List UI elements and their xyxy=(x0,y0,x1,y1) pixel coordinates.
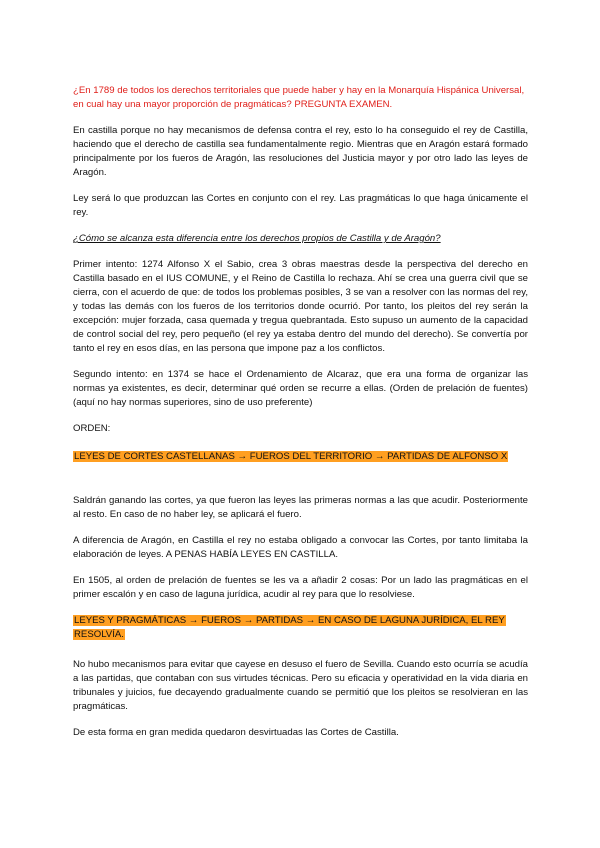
document-body xyxy=(73,84,528,752)
paragraph-primer-intento: Primer intento: 1274 Alfonso X el Sabio, crea 3 obras maestras desde la perspectiva del derecho en Castilla basado en el IUS COMUNE, y el Reino de Castilla lo rechaza. Ahí se crea una guerra civil que se cierra, con el acuerdo de que: de todos los problemas posibles, 3 se van a resolver con las normas del rey, y todas las demás con los fueros de los territorios donde ocurrió. Por tanto, los pleitos del rey serán la excepción: mujer forzada, casa quemada y tregua quebrantada. Esto supuso un aumento de la capacidad de control social del rey, pero pequeño (el rey ya estaba dentro del mundo del derecho). Se convertía por tanto el rey en esos días, en las persona que impone paz a los conflictos. xyxy=(73,259,528,354)
exam-question: ¿En 1789 de todos los derechos territoriales que puede haber y hay en la Monarquía Hispánica Universal, en cual hay una mayor proporción de pragmáticas? PREGUNTA EXAMEN. xyxy=(73,85,525,110)
highlight-orden-2 xyxy=(73,614,528,642)
paragraph-1505: En 1505, al orden de prelación de fuentes se les va a añadir 2 cosas: Por un lado las pragmáticas en el primer escalón y en caso de laguna jurídica, acudir al rey para que lo resolviese. xyxy=(73,575,528,600)
highlight-orden-1 xyxy=(73,450,528,464)
paragraph-aragon-diferencia: A diferencia de Aragón, en Castilla el rey no estaba obligado a convocar las Cortes, por tanto limitaba la elaboración de leyes. A PENAS HABÍA LEYES EN CASTILLA. xyxy=(73,535,528,560)
paragraph-conclusion: De esta forma en gran medida quedaron desvirtuadas las Cortes de Castilla. xyxy=(73,727,399,738)
orden-label: ORDEN: xyxy=(73,423,111,434)
paragraph-castilla-answer: En castilla porque no hay mecanismos de defensa contra el rey, esto lo ha conseguido el rey de Castilla, haciendo que el derecho de castilla sea fundamentalmente regio. Mientras que en Aragón estará formado principalmente por los fueros de Aragón, las resoluciones del Justicia mayor y por otro lado las leyes de Aragón. xyxy=(73,125,528,178)
section-question: ¿Cómo se alcanza esta diferencia entre los derechos propios de Castilla y de Aragón? xyxy=(73,233,441,244)
paragraph-segundo-intento: Segundo intento: en 1374 se hace el Ordenamiento de Alcaraz, que era una forma de organizar las normas ya existentes, es decir, determinar qué orden se recurre a ellas. (Orden de prelación de fuentes) (aquí no hay normas superiores, sino de uso preferente) xyxy=(73,369,528,408)
paragraph-cortes-ganan: Saldrán ganando las cortes, ya que fueron las leyes las primeras normas a las que acudir. Posteriormente al resto. En caso de no haber ley, se aplicará el fuero. xyxy=(73,495,528,520)
highlight-text-1: LEYES DE CORTES CASTELLANAS → FUEROS DEL TERRITORIO → PARTIDAS DE ALFONSO X xyxy=(74,451,508,462)
highlight-text-2: LEYES Y PRAGMÁTICAS → FUEROS → PARTIDAS → EN CASO DE LAGUNA JURÍDICA, EL REY RESOLVÍA. xyxy=(74,615,505,640)
paragraph-ley-definition: Ley será lo que produzcan las Cortes en conjunto con el rey. Las pragmáticas lo que haga únicamente el rey. xyxy=(73,193,528,218)
paragraph-fuero-sevilla: No hubo mecanismos para evitar que cayese en desuso el fuero de Sevilla. Cuando esto ocurría se acudía a las partidas, que contaban con sus virtudes técnicas. Pero su eficacia y operatividad en la vida diaria en tribunales y juicios, fue decayendo gradualmente cuando se permitió que los pleitos se resolvieran en las pragmáticas. xyxy=(73,659,528,712)
